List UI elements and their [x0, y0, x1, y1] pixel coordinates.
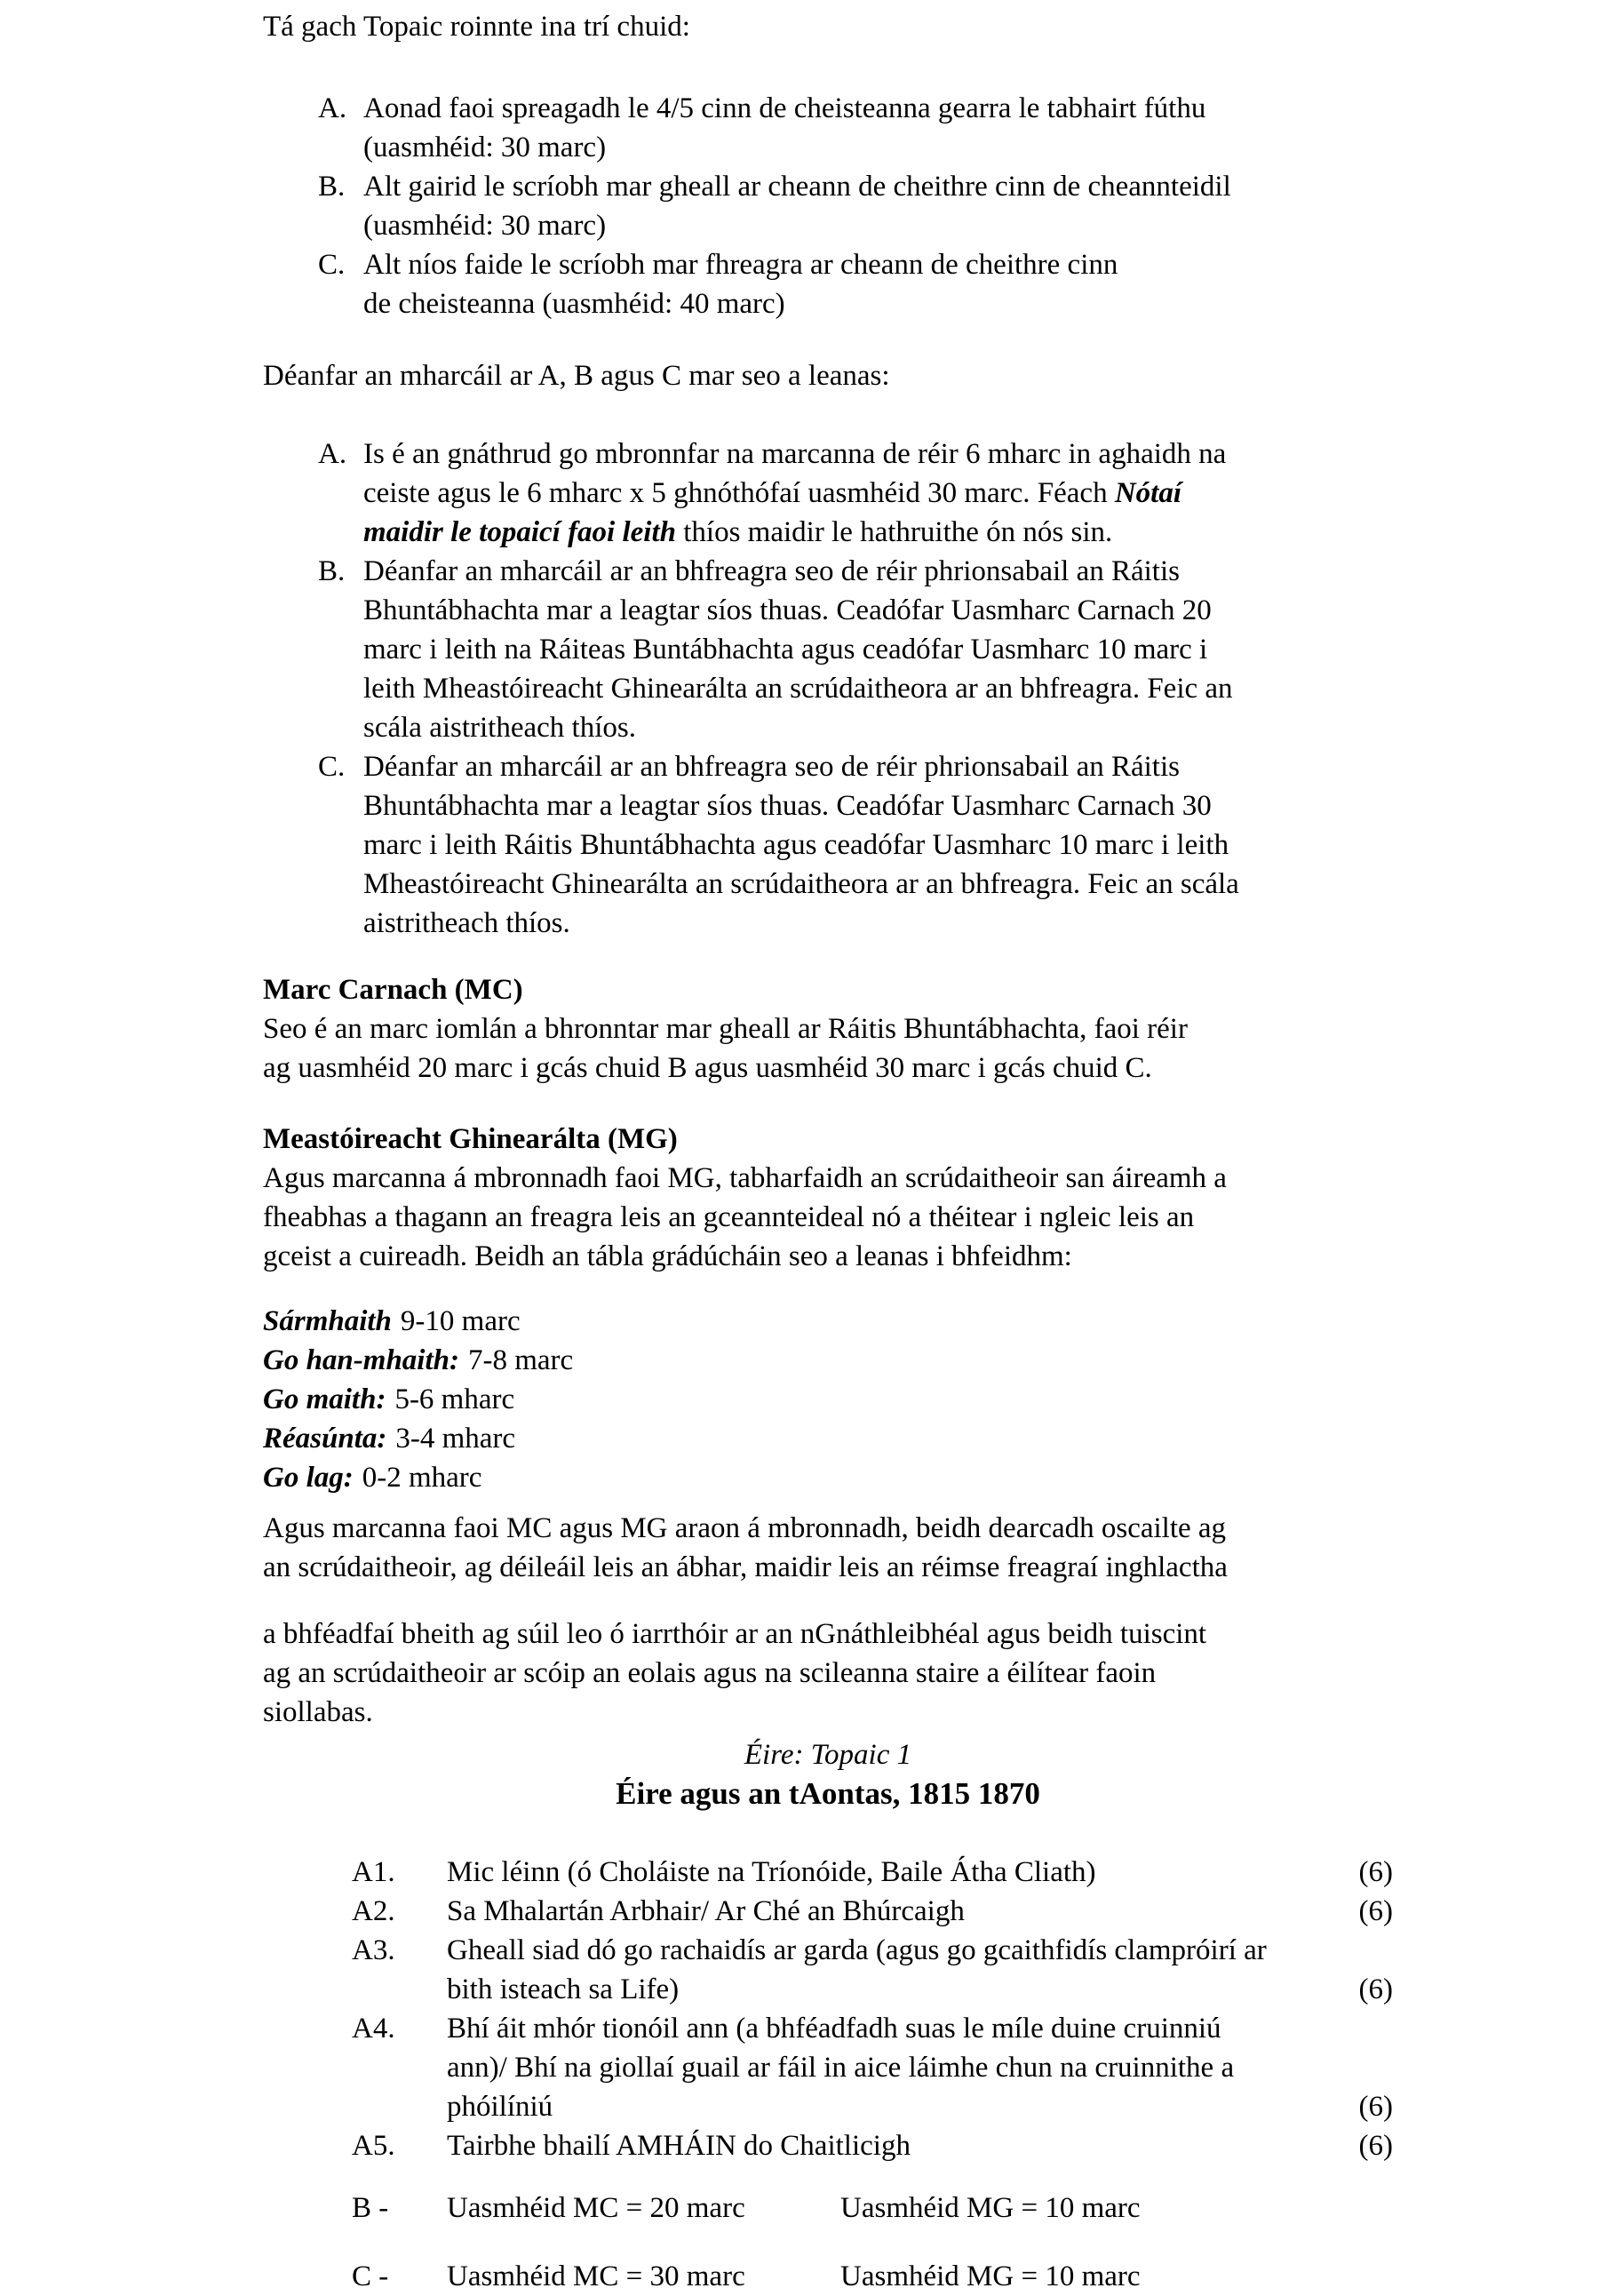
grade-row	[263, 1419, 1393, 1458]
line-text: thíos maidir le hathruithe ón nós sin.	[675, 516, 1113, 548]
grade-row	[263, 1458, 1393, 1497]
question-line	[447, 2126, 1393, 2165]
question-mark: (6)	[1358, 2091, 1393, 2123]
grade-value: 5-6 mharc	[394, 1383, 515, 1415]
marking-list	[263, 434, 1393, 943]
max-marks-row-b	[263, 2188, 1393, 2228]
paragraph-line: ag uasmhéid 20 marc i gcás chuid B agus uasmhéid 30 marc i gcás chuid C.	[263, 1052, 1152, 1084]
list-marker: A.	[318, 438, 347, 470]
list-line: Mheastóireacht Ghinearálta an scrúdaitheora ar an bhfreagra. Feic an scála	[363, 868, 1239, 900]
structure-item-a	[263, 89, 1393, 167]
structure-item-c	[263, 245, 1393, 323]
grade-value: 0-2 mharc	[362, 1462, 482, 1494]
question-marker: A4.	[352, 2013, 395, 2045]
question-line	[447, 2087, 1393, 2126]
question-text: Sa Mhalartán Arbhair/ Ar Ché an Bhúrcaigh	[447, 1895, 965, 1927]
question-line	[447, 1931, 1393, 1970]
section-heading-mc: Marc Carnach (MC)	[263, 974, 523, 1006]
max-marks-mc: Uasmhéid MC = 20 marc	[447, 2192, 745, 2224]
grading-scale	[263, 1302, 1393, 1497]
list-line: scála aistritheach thíos.	[363, 712, 636, 744]
emphasis-span: Nótaí	[1114, 477, 1181, 509]
list-line: de cheisteanna (uasmhéid: 40 marc)	[363, 288, 785, 320]
mg-paragraph	[263, 1159, 1393, 1276]
max-marks-mg: Uasmhéid MG = 10 marc	[840, 2192, 1141, 2224]
question-list	[263, 1853, 1393, 2165]
list-line: Alt gairid le scríobh mar gheall ar cheann de cheithre cinn de cheannteidil	[363, 171, 1231, 203]
list-line: Déanfar an mharcáil ar an bhfreagra seo de réir phrionsabail an Ráitis	[363, 751, 1180, 783]
marking-item-c	[263, 747, 1393, 943]
grade-value: 3-4 mharc	[395, 1423, 516, 1455]
question-text: Mic léinn (ó Choláiste na Tríonóide, Baile Átha Cliath)	[447, 1856, 1096, 1888]
question-mark: (6)	[1358, 1973, 1393, 2005]
list-line: leith Mheastóireacht Ghinearálta an scrúdaitheora ar an bhfreagra. Feic an	[363, 673, 1233, 705]
grade-label: Go lag:	[263, 1462, 354, 1494]
list-line: Alt níos faide le scríobh mar fhreagra ar cheann de cheithre cinn	[363, 249, 1118, 281]
max-marks-row-c	[263, 2257, 1393, 2296]
list-line: (uasmhéid: 30 marc)	[363, 132, 607, 163]
marking-intro-paragraph: Déanfar an mharcáil ar A, B agus C mar seo a leanas:	[263, 360, 890, 392]
topic-title: Éire agus an tAontas, 1815 1870	[616, 1776, 1040, 1811]
list-line: aistritheach thíos.	[363, 907, 570, 939]
question-marker: A5.	[352, 2130, 395, 2162]
paragraph-line: Seo é an marc iomlán a bhronntar mar gheall ar Ráitis Bhuntábhachta, faoi réir	[263, 1013, 1188, 1045]
question-line	[447, 1892, 1393, 1931]
list-marker: C.	[318, 249, 346, 281]
question-marker: A1.	[352, 1856, 395, 1888]
expectations-paragraph	[263, 1614, 1393, 1732]
structure-list	[263, 89, 1393, 323]
list-line: Is é an gnáthrud go mbronnfar na marcanna de réir 6 mharc in aghaidh na	[363, 438, 1227, 470]
question-marker: A2.	[352, 1895, 395, 1927]
grade-value: 7-8 marc	[467, 1344, 574, 1376]
section-heading-mg: Meastóireacht Ghinearálta (MG)	[263, 1123, 678, 1155]
question-line	[447, 2009, 1393, 2048]
grade-value: 9-10 marc	[400, 1305, 521, 1337]
question-item-a2	[263, 1892, 1393, 1931]
max-marks-mc: Uasmhéid MC = 30 marc	[447, 2260, 745, 2292]
list-line: (uasmhéid: 30 marc)	[363, 210, 607, 242]
question-marker: A3.	[352, 1934, 395, 1966]
grade-label: Sármhaith	[263, 1305, 392, 1337]
question-item-a5	[263, 2126, 1393, 2165]
list-marker: A.	[318, 92, 347, 124]
grade-label: Réasúnta:	[263, 1423, 387, 1455]
question-text: bith isteach sa Life)	[447, 1973, 680, 2005]
list-line: marc i leith na Ráiteas Buntábhachta agus ceadófar Uasmharc 10 marc i	[363, 634, 1208, 666]
question-mark: (6)	[1358, 1856, 1393, 1888]
list-line: marc i leith Ráitis Bhuntábhachta agus ceadófar Uasmharc 10 marc i leith	[363, 829, 1229, 861]
list-line: Bhuntábhachta mar a leagtar síos thuas. Ceadófar Uasmharc Carnach 30	[363, 790, 1212, 822]
grade-label: Go maith:	[263, 1383, 386, 1415]
marking-item-a	[263, 434, 1393, 552]
grade-row	[263, 1341, 1393, 1380]
paragraph-line: siollabas.	[263, 1696, 373, 1728]
paragraph-line: an scrúdaitheoir, ag déileáil leis an ábhar, maidir leis an réimse freagraí inghlactha	[263, 1551, 1228, 1583]
question-line	[447, 2048, 1393, 2087]
paragraph-line: a bhféadfaí bheith ag súil leo ó iarrthóir ar an nGnáthleibhéal agus beidh tuiscint	[263, 1618, 1207, 1650]
topic-title-block	[263, 1735, 1393, 1814]
grade-label: Go han-mhaith:	[263, 1344, 459, 1376]
list-line	[363, 474, 1393, 513]
structure-item-b	[263, 167, 1393, 245]
question-item-a4	[263, 2009, 1393, 2126]
paragraph-line: ag an scrúdaitheoir ar scóip an eolais agus na scileanna staire a éilítear faoin	[263, 1657, 1157, 1689]
question-text: Gheall siad dó go rachaidís ar garda (agus go gcaithfidís clampróirí ar	[447, 1934, 1267, 1966]
list-line: Déanfar an mharcáil ar an bhfreagra seo de réir phrionsabail an Ráitis	[363, 555, 1180, 587]
question-text: ann)/ Bhí na giollaí guail ar fáil in aice láimhe chun na cruinnithe a	[447, 2052, 1235, 2084]
grade-row	[263, 1302, 1393, 1341]
grade-row	[263, 1380, 1393, 1419]
list-marker: B.	[318, 171, 346, 203]
intro-paragraph: Tá gach Topaic roinnte ina trí chuid:	[263, 11, 690, 43]
question-text: Bhí áit mhór tionóil ann (a bhféadfadh suas le míle duine cruinniú	[447, 2013, 1221, 2045]
question-line	[447, 1853, 1393, 1892]
open-view-paragraph	[263, 1509, 1393, 1587]
marking-item-b	[263, 552, 1393, 747]
topic-subtitle: Éire: Topaic 1	[744, 1739, 912, 1771]
mc-paragraph	[263, 1009, 1393, 1088]
list-line	[363, 513, 1393, 552]
question-mark: (6)	[1358, 2130, 1393, 2162]
question-item-a1	[263, 1853, 1393, 1892]
question-line	[447, 1970, 1393, 2009]
paragraph-line: Agus marcanna faoi MC agus MG araon á mbronnadh, beidh dearcadh oscailte ag	[263, 1512, 1227, 1544]
paragraph-line: Agus marcanna á mbronnadh faoi MG, tabharfaidh an scrúdaitheoir san áireamh a	[263, 1162, 1227, 1194]
paragraph-line: fheabhas a thagann an freagra leis an gceannteideal nó a théitear i ngleic leis an	[263, 1201, 1195, 1233]
question-text: phóilíniú	[447, 2091, 553, 2123]
paragraph-line: gceist a cuireadh. Beidh an tábla grádúcháin seo a leanas i bhfeidhm:	[263, 1240, 1072, 1272]
emphasis-span: maidir le topaicí faoi leith	[363, 516, 676, 548]
question-text: Tairbhe bhailí AMHÁIN do Chaitlicigh	[447, 2130, 911, 2162]
max-marks-mg: Uasmhéid MG = 10 marc	[840, 2260, 1141, 2292]
line-text: ceiste agus le 6 mharc x 5 ghnóthófaí uasmhéid 30 marc. Féach	[363, 477, 1115, 509]
question-item-a3	[263, 1931, 1393, 2009]
list-line: Bhuntábhachta mar a leagtar síos thuas. Ceadófar Uasmharc Carnach 20	[363, 594, 1212, 626]
list-marker: B.	[318, 555, 346, 587]
list-marker: C.	[318, 751, 346, 783]
max-marks-marker: C -	[352, 2260, 389, 2292]
question-mark: (6)	[1358, 1895, 1393, 1927]
list-line: Aonad faoi spreagadh le 4/5 cinn de cheisteanna gearra le tabhairt fúthu	[363, 92, 1206, 124]
max-marks-marker: B -	[352, 2192, 389, 2224]
